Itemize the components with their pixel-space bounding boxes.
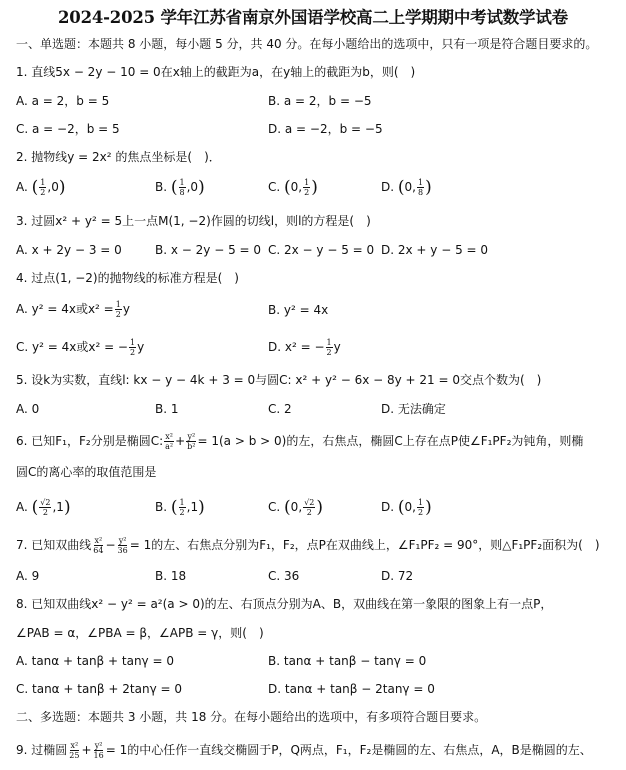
option-a-text: A. y² = 4x或x² = — [16, 302, 114, 316]
frac-denominator: 2 — [304, 188, 310, 197]
frac-numerator: 1 — [115, 300, 121, 309]
q6-stem-part1: 6. 已知F₁，F₂分别是椭圆C: — [16, 434, 164, 448]
option-c-text: C. y² = 4x或x² = − — [16, 340, 128, 354]
frac-denominator: 16 — [93, 751, 104, 760]
frac-numerator: 1 — [179, 498, 185, 507]
frac-numerator: 1 — [304, 178, 310, 187]
frac-denominator: 64 — [93, 546, 104, 555]
question-3-option-d: D. 2x + y − 5 = 0 — [381, 243, 489, 257]
option-d-text: D. x² = − — [268, 340, 325, 354]
q7-stem-part1: 7. 已知双曲线 — [16, 538, 92, 552]
frac-denominator: b² — [187, 442, 196, 451]
question-7-option-c: C. 36 — [268, 569, 300, 583]
question-6-option-d: D. (0, $\frac{1}{2}$ ) — [381, 497, 432, 518]
question-7-option-b: B. 18 — [155, 569, 187, 583]
q7-stem-part2: = 1的左、右焦点分别为F₁，F₂，点P在双曲线上，∠F₁PF₂ = 90°，则△F₁PF₂面积为( ) — [129, 538, 600, 552]
frac-numerator: 1 — [40, 178, 46, 187]
exam-title: 2024-2025 学年江苏省南京外国语学校高二上学期期中考试数学试卷 — [58, 8, 568, 27]
frac-denominator: 2 — [326, 348, 332, 357]
frac-denominator: 2 — [115, 310, 121, 319]
question-8-option-d: D. tanα + tanβ − 2tanγ = 0 — [268, 682, 435, 696]
option-a-label: A. — [16, 500, 28, 514]
question-7-stem: 7. 已知双曲线 $\frac{\text{x²}}{64}$ − $\frac{\text{y²}}{36}$ = 1的左、右焦点分别为F₁，F₂，点P在双曲线上，∠F₁PF₂ = 90°，则△F₁PF₂面积为( ) — [16, 536, 600, 555]
question-2-option-b: B. ( $\frac{1}{8}$ ,0) — [155, 177, 205, 198]
frac-numerator: y² — [187, 432, 196, 441]
frac-denominator: a² — [165, 442, 174, 451]
option-d-label: D. — [381, 500, 395, 514]
option-d-var: y — [333, 340, 341, 354]
frac-numerator: 1 — [417, 178, 424, 187]
question-3-stem: 3. 过圆x² + y² = 5上一点M(1, −2)作圆的切线l，则l的方程是( ) — [16, 214, 371, 228]
question-3-option-b: B. x − 2y − 5 = 0 — [155, 243, 262, 257]
section-multi-choice-heading: 二、多选题：本题共 3 小题，共 18 分。在每小题给出的选项中，有多项符合题目要求。 — [16, 710, 487, 724]
frac-denominator: 2 — [42, 508, 48, 517]
question-5-option-a: A. 0 — [16, 402, 40, 416]
question-8-stem-line2: ∠PAB = α，∠PBA = β，∠APB = γ，则( ) — [16, 626, 264, 640]
frac-denominator: 25 — [69, 751, 80, 760]
frac-numerator: √2 — [40, 498, 51, 507]
question-4-option-b: B. y² = 4x — [268, 303, 329, 317]
question-5-option-c: C. 2 — [268, 402, 292, 416]
frac-numerator: x² — [165, 432, 173, 441]
question-8-stem-line1: 8. 已知双曲线x² − y² = a²(a > 0)的左、右顶点分别为A、B，双曲线在第一象限的图象上有一点P， — [16, 597, 553, 611]
question-7-option-d: D. 72 — [381, 569, 414, 583]
frac-denominator: 36 — [117, 546, 128, 555]
option-b-label: B. — [155, 180, 168, 194]
frac-numerator: √2 — [304, 498, 315, 507]
frac-denominator: 2 — [306, 508, 312, 517]
question-4-option-c — [16, 338, 144, 357]
option-b-label: B. — [155, 500, 168, 514]
question-8-option-b: B. tanα + tanβ − tanγ = 0 — [268, 654, 427, 668]
frac-numerator: 1 — [179, 178, 185, 187]
question-1-option-c: C. a = −2，b = 5 — [16, 122, 120, 136]
frac-numerator: 1 — [418, 498, 424, 507]
frac-denominator: 2 — [40, 188, 46, 197]
question-6-option-a: A. ( $\frac{√2}{2}$ ,1) — [16, 497, 71, 518]
question-5-option-d: D. 无法确定 — [381, 402, 446, 416]
frac-numerator: x² — [94, 536, 103, 545]
frac-numerator: 1 — [130, 338, 136, 347]
section-single-choice-heading: 一、单选题：本题共 8 小题，每小题 5 分，共 40 分。在每小题给出的选项中，只有一项是符合题目要求的。 — [16, 37, 598, 51]
frac-denominator: 8 — [179, 188, 185, 197]
frac-numerator: y² — [94, 741, 103, 750]
option-d-label: D. — [381, 180, 395, 194]
question-1-option-a: A. a = 2，b = 5 — [16, 94, 110, 108]
option-c-label: C. — [268, 180, 281, 194]
question-5-option-b: B. 1 — [155, 402, 179, 416]
frac-denominator: 8 — [417, 188, 424, 197]
question-1-stem: 1. 直线5x − 2y − 10 = 0在x轴上的截距为a，在y轴上的截距为b，则( ) — [16, 65, 416, 79]
question-2-option-a: A. ( $\frac{1}{2}$ ,0) — [16, 177, 66, 198]
question-3-option-c: C. 2x − y − 5 = 0 — [268, 243, 375, 257]
value-zero: 0 — [290, 500, 299, 514]
question-8-option-a: A. tanα + tanβ + tanγ = 0 — [16, 654, 174, 668]
q6-stem-part2: = 1(a > b > 0)的左，右焦点，椭圆C上存在点P使∠F₁PF₂为钝角，则椭 — [197, 434, 584, 448]
frac-numerator: 1 — [326, 338, 332, 347]
value-one: 1 — [56, 500, 64, 514]
question-2-option-d: D. (0, $\frac{1}{8}$ ) — [381, 177, 432, 198]
option-a-label: A. — [16, 180, 28, 194]
question-2-option-c: C. (0, $\frac{1}{2}$ ) — [268, 177, 318, 198]
question-8-option-c: C. tanα + tanβ + 2tanγ = 0 — [16, 682, 182, 696]
question-4-option-d — [268, 338, 341, 357]
value-zero: 0 — [404, 500, 413, 514]
frac-denominator: 2 — [130, 348, 136, 357]
question-4-option-a — [16, 300, 130, 319]
question-5-stem: 5. 设k为实数，直线l: kx − y − 4k + 3 = 0与圆C: x² + y² − 6x − 8y + 21 = 0交点个数为( ) — [16, 373, 542, 387]
frac-numerator: x² — [70, 741, 79, 750]
question-6-stem-line2: 圆C的离心率的取值范围是 — [16, 465, 157, 479]
question-6-option-b: B. ( $\frac{1}{2}$ ,1) — [155, 497, 205, 518]
option-c-var: y — [137, 340, 145, 354]
q9-stem-part2: = 1的中心任作一直线交椭圆于P，Q两点，F₁，F₂是椭圆的左、右焦点，A，B是椭圆的左、 — [105, 743, 592, 757]
question-9-stem: 9. 过椭圆 $\frac{\text{x²}}{25}$ + $\frac{\text{y²}}{16}$ = 1的中心任作一直线交椭圆于P，Q两点，F₁，F₂是椭圆的左、右焦点，A，B是椭圆的左、 — [16, 741, 592, 760]
option-a-var: y — [122, 302, 130, 316]
q9-stem-part1: 9. 过椭圆 — [16, 743, 68, 757]
question-1-option-d: D. a = −2，b = −5 — [268, 122, 383, 136]
question-4-stem: 4. 过点(1, −2)的抛物线的标准方程是( ) — [16, 271, 239, 285]
question-3-option-a: A. x + 2y − 3 = 0 — [16, 243, 122, 257]
question-2-stem: 2. 抛物线y = 2x² 的焦点坐标是( )． — [16, 150, 221, 164]
value-one: 1 — [190, 500, 199, 514]
frac-numerator: y² — [118, 536, 127, 545]
frac-denominator: 2 — [418, 508, 424, 517]
question-1-option-b: B. a = 2，b = −5 — [268, 94, 372, 108]
question-6-option-c: C. (0, $\frac{√2}{2}$ ) — [268, 497, 323, 518]
question-7-option-a: A. 9 — [16, 569, 40, 583]
option-c-label: C. — [268, 500, 281, 514]
frac-denominator: 2 — [179, 508, 185, 517]
question-6-stem-line1: 6. 已知F₁，F₂分别是椭圆C: $\frac{\text{x²}}{\text{a²}}$ + $\frac{\text{y²}}{\text{b²}}$ = 1(a > b > 0)的左，右焦点，椭圆C上存在点P使∠F₁PF₂为钝角，则椭 — [16, 432, 584, 451]
